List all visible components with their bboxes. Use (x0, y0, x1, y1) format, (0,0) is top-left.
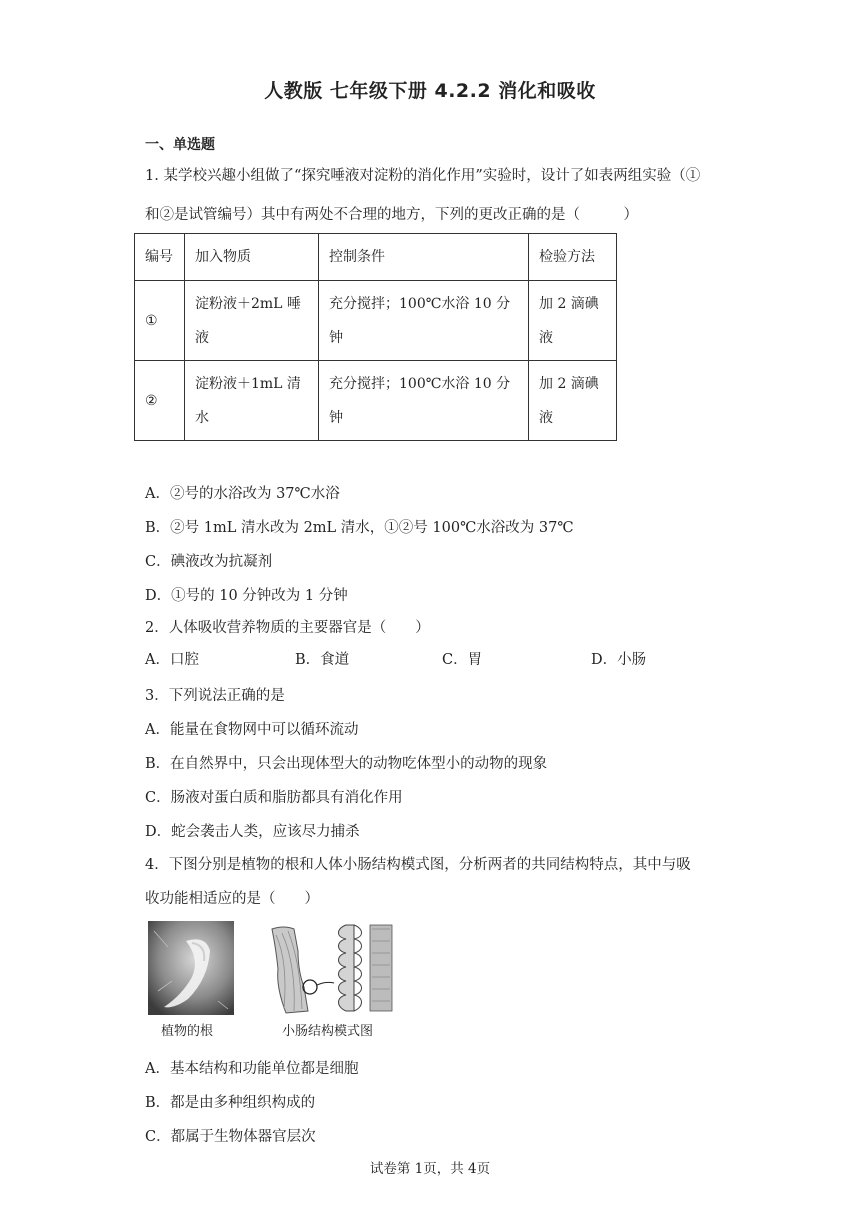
table-row (135, 281, 617, 361)
section-heading: 一、单选题 (145, 137, 215, 153)
q1-option-b: B．②号 1mL 清水改为 2mL 清水，①②号 100℃水浴改为 37℃ (145, 520, 574, 536)
table-cell-substance: 淀粉液＋1mL 清 水 (185, 361, 319, 441)
q2-option-d: D．小肠 (591, 652, 647, 668)
q3-option-d: D．蛇会袭击人类，应该尽力捕杀 (145, 824, 360, 840)
table-cell-substance: 淀粉液＋2mL 唾 液 (185, 281, 319, 361)
table-cell-method: 加 2 滴碘 液 (529, 361, 617, 441)
q1-option-d: D．①号的 10 分钟改为 1 分钟 (145, 588, 348, 604)
q2-options (145, 648, 705, 670)
q3-option-b: B．在自然界中，只会出现体型大的动物吃体型小的动物的现象 (145, 756, 548, 772)
q2-option-b: B．食道 (295, 652, 350, 668)
q1-stem-line2: 和②是试管编号）其中有两处不合理的地方，下列的更改正确的是（ ） (145, 207, 638, 223)
page-title: 人教版 七年级下册 4.2.2 消化和吸收 (264, 80, 596, 102)
page-footer: 试卷第 1页，共 4页 (369, 1161, 491, 1177)
q2-option-c: C．胃 (442, 652, 483, 668)
q2-option-a: A．口腔 (145, 652, 199, 668)
q2-stem: 2．人体吸收营养物质的主要器官是（ ） (145, 620, 430, 636)
q1-option-c: C．碘液改为抗凝剂 (145, 554, 273, 570)
figure-caption-root: 植物的根 (161, 1024, 214, 1039)
table-cell-method: 加 2 滴碘 液 (529, 281, 617, 361)
table-cell-id: ② (135, 361, 185, 441)
q1-stem-line1: 1. 某学校兴趣小组做了“探究唾液对淀粉的消化作用”实验时，设计了如表两组实验（① (145, 168, 701, 184)
table-header: 编号 (135, 234, 185, 281)
q3-option-c: C．肠液对蛋白质和脂肪都具有消化作用 (145, 790, 403, 806)
q3-option-a: A．能量在食物网中可以循环流动 (145, 722, 359, 738)
table-header: 加入物质 (185, 234, 319, 281)
intestine-diagram (272, 925, 392, 1013)
q4-option-a: A．基本结构和功能单位都是细胞 (145, 1061, 359, 1077)
table-header: 控制条件 (319, 234, 529, 281)
q4-option-b: B．都是由多种组织构成的 (145, 1095, 316, 1111)
q3-stem: 3．下列说法正确的是 (145, 688, 285, 704)
root-photo (148, 921, 234, 1015)
table-cell-id: ① (135, 281, 185, 361)
experiment-table (134, 233, 617, 441)
q4-stem-line1: 4．下图分别是植物的根和人体小肠结构模式图，分析两者的共同结构特点，其中与吸 (145, 857, 691, 873)
q4-figure (148, 921, 398, 1047)
figure-caption-intestine: 小肠结构模式图 (282, 1024, 374, 1039)
q4-option-c: C．都属于生物体器官层次 (145, 1129, 316, 1145)
table-cell-condition: 充分搅拌；100℃水浴 10 分钟 (319, 281, 529, 361)
q4-stem-line2: 收功能相适应的是（ ） (145, 891, 319, 907)
table-row (135, 361, 617, 441)
q1-option-a: A．②号的水浴改为 37℃水浴 (145, 486, 340, 502)
table-header-row (135, 234, 617, 281)
table-header: 检验方法 (529, 234, 617, 281)
table-cell-condition: 充分搅拌；100℃水浴 10 分钟 (319, 361, 529, 441)
